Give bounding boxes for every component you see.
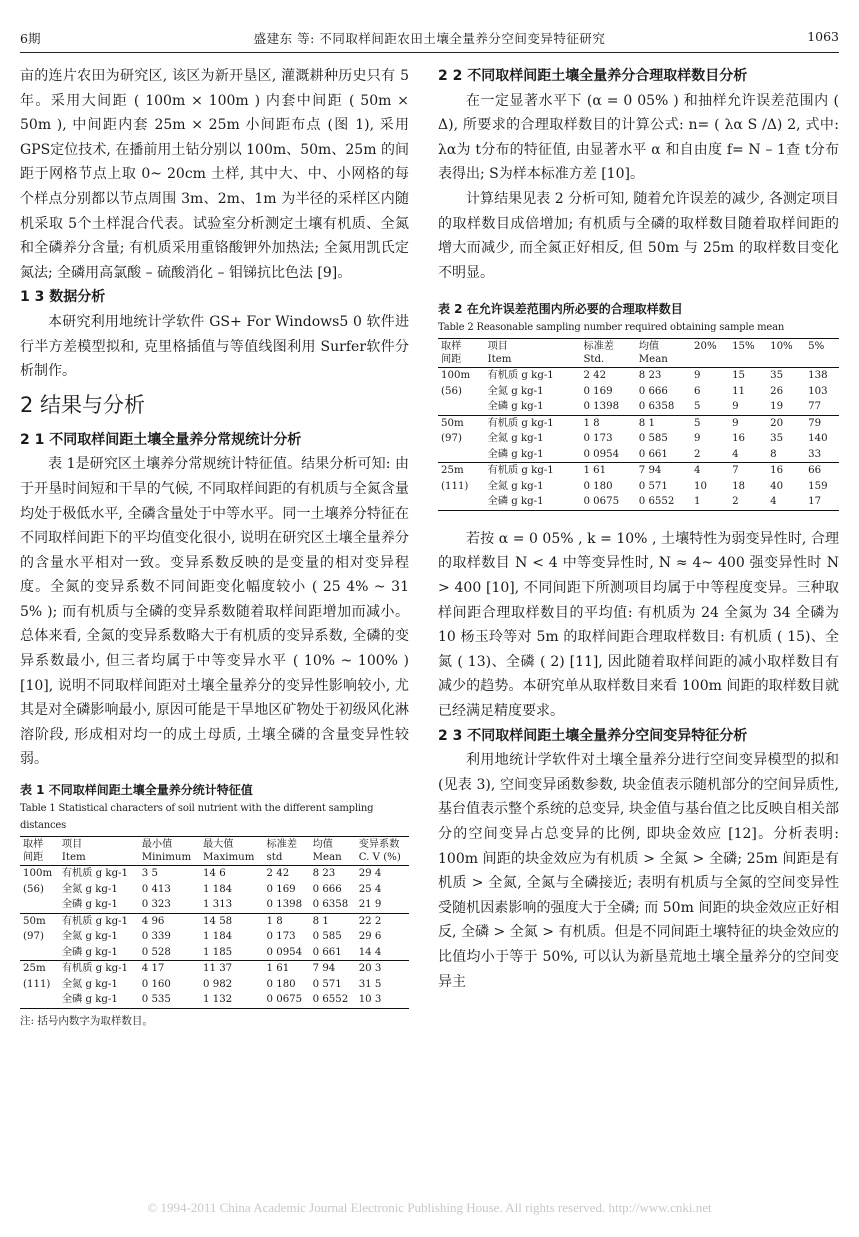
table1-cell: 0 535 [141,994,171,1006]
table1-cell [20,897,59,913]
table1-cell: 0 413 [141,883,171,895]
right-column [438,64,839,994]
table2-cell: 138 [808,370,828,382]
table1-cell: 有机质 g kg-1 [61,963,129,975]
table1-row [20,992,409,1008]
table2-cell: 0 666 [638,385,668,397]
table2-caption-en: Table 2 Reasonable sampling number required obtaining sample mean [438,322,785,334]
table1-row-group [20,913,409,961]
table1-header-cell: 变异系数 C. V (%) [358,839,401,864]
table1-cell: 0 585 [312,931,342,943]
table1-cell: 全磷 g kg-1 [61,899,118,911]
table2-cell: 33 [808,448,822,460]
table1-cell: 14 6 [203,868,226,880]
table2-cell: 4 [732,448,739,460]
table1-cell: 1 8 [266,915,283,927]
table1 [20,836,409,1009]
table1-cell [20,945,59,961]
table1-cell: 0 180 [266,978,296,990]
running-title: 盛建东 等: 不同取样间距农田土壤全量养分空间变异特征研究 [253,31,606,46]
table2-cell: 8 1 [638,417,655,429]
table1-cell: 0 0675 [266,994,303,1006]
table1-cell: 1 184 [203,931,233,943]
table2-cell: 9 [694,370,701,382]
table1-cell: 25m [23,963,46,975]
table2-cell: 0 6552 [638,496,675,508]
table1-cell: 8 1 [312,915,329,927]
table2-row [438,447,839,463]
table1-cell: 全氮 g kg-1 [61,931,118,943]
copyright-footer: © 1994-2011 China Academic Journal Electronic Publishing House. All rights reserved. http://www.cnki.net [147,1200,712,1215]
table1-caption-en: Table 1 Statistical characters of soil nutrient with the different sampling distances [20,803,374,832]
table1-cell: 14 4 [358,946,382,958]
table1-cell: 8 23 [312,868,336,880]
table1-cell: 2 42 [266,868,290,880]
table1-header-cell: 标准差 std [266,839,298,864]
table2-cell: 9 [694,433,701,445]
left-column [20,64,409,1031]
table2-cell: 40 [770,480,784,492]
table2-cell: 8 [770,448,777,460]
table1-cell: 20 3 [358,963,382,975]
table2-cell: 66 [808,465,822,477]
heading-2-2: 2 2 不同取样间距土壤全量养分合理取样数目分析 [438,68,748,84]
table2-cell: 全氮 g kg-1 [487,433,544,445]
table1-header-cell: 最小值 Minimum [141,839,192,864]
table2-cell: 0 180 [583,480,613,492]
table1-cell: 29 6 [358,931,382,943]
table1-row [20,929,409,945]
table2-row-group [438,463,839,511]
header-rule [20,52,839,53]
paragraph-2-2a: 在一定显著水平下 (α = 0 05% ) 和抽样允许误差范围内 ( Δ), 所要求的合理取样数目的计算公式: n= ( λα S /Δ) 2, 式中: λα为 t分布的特征值, 由显著水平 α 和自由度 f= N – 1查 t分布表得出; S为样本标准方差 [10]。 [438,92,839,183]
table2-cell: 26 [770,385,784,397]
table1-cell: 1 185 [203,946,233,958]
table2-row [438,463,839,479]
table2-header-cell: 标准差 Std. [583,341,614,366]
table2-cell: 有机质 g kg-1 [487,417,554,429]
table2-cell: 11 [732,385,746,397]
table2-cell: 19 [770,401,784,413]
table2-cell: 17 [808,496,822,508]
table2-row [438,494,839,510]
table2-caption: 表 2 在允许误差范围内所必要的合理取样数目 [438,302,683,317]
table2-cell: (111) [441,480,469,492]
table1-row [20,866,409,882]
page-number: 1063 [807,29,839,44]
table2-cell: 全磷 g kg-1 [487,448,544,460]
table1-cell [20,992,59,1008]
table1-cell: 3 5 [141,868,158,880]
table1-cell: 31 5 [358,978,382,990]
table2-cell: 有机质 g kg-1 [487,370,554,382]
table2-cell: 4 [694,465,701,477]
table1-cell: 0 571 [312,978,342,990]
table1-cell: 0 6552 [312,994,349,1006]
table2-header-cell: 10% [770,341,793,353]
table1-cell: 0 1398 [266,899,303,911]
table2-cell: 1 61 [583,465,607,477]
table1-note: 注: 括号内数字为取样数目。 [20,1014,153,1027]
table2-cell: 20 [770,417,784,429]
table1-cell: 0 339 [141,931,171,943]
table1-header-cell: 均值 Mean [312,839,342,864]
table2-header-cell: 5% [808,341,825,353]
table2-cell [438,494,485,510]
table1-cell: 0 982 [203,978,233,990]
paragraph-2-1: 表 1是研究区土壤养分常规统计特征值。结果分析可知: 由于开垦时间短和干旱的气候, 不同取样间距的有机质与全氮含量均处于极低水平, 全磷含量处于中等水平。同一土壤养分特征在不同取样间距下的平均值变化很小, 说明在研究区土壤全量养分的含量水平相对一致。变异系数反映的是变量的相对变异程度。全氮的变异系数不同间距变化幅度较小 ( 25 4% ~ 31 5% ); 而有机质与全磷的变异系数随着取样间距增加而减小。总体来看, 全氮的变异系数略大于有机质的变异系数, 全磷的变异系数最小, 但三者均属于中等变异水平 ( 10% ~ 100% ) [10], 说明不同取样间距对土壤全量养分的变异性影响较小, 尤其是对全磷影响最小, 原因可能是干旱地区矿物处于初级风化淋溶阶段, 形成相对均一的成土母质, 土壤全磷的含量变异性较弱。 [20,456,409,768]
table1-row [20,882,409,898]
table2-cell: 50m [441,417,464,429]
table1-cell: 有机质 g kg-1 [61,915,129,927]
table1-cell: 100m [23,868,53,880]
table2-cell: 有机质 g kg-1 [487,465,554,477]
table2-row [438,479,839,495]
table2-row [438,415,839,431]
paragraph-1-3: 本研究利用地统计学软件 GS+ For Windows5 0 软件进行半方差模型拟和, 克里格插值与等值线图利用 Surfer软件分析制作。 [20,313,409,380]
paragraph-2-3: 利用地统计学软件对土壤全量养分进行空间变异模型的拟和 (见表 3), 空间变异函数参数, 块金值表示随机部分的空间异质性, 基台值表示整个系统的总变异, 块金值与基台值之比反映自相关部分的空间变异占总变异的比例, 即块金效应 [12]。分析表明: 100m 间距的块金效应为有机质 > 全氮 > 全磷; 25m 间距是有机质 > 全氮, 全氮与全磷接近; 表明有机质与全氮的空间变异性受随机因素影响的强度大于全磷; 而 50m 间距的块金效应正好相反, 全磷 > 全氮 > 有机质。但是不同间距土壤特征的块金效应的比值均小于等于 50%, 可以认为新垦荒地土壤全量养分的空间变异主 [438,752,839,990]
table1-cell: 全氮 g kg-1 [61,883,118,895]
table2-cell: 9 [732,417,739,429]
table1-cell: 4 17 [141,963,165,975]
table2-cell: 0 6358 [638,401,675,413]
table1-cell: 全磷 g kg-1 [61,994,118,1006]
table2-cell: 1 8 [583,417,600,429]
table2-cell: 18 [732,480,746,492]
table1-cell: 0 661 [312,946,342,958]
table1-cell: (111) [23,978,51,990]
table2-cell: 5 [694,417,701,429]
table2-cell: 全磷 g kg-1 [487,401,544,413]
table2-cell: 0 0675 [583,496,620,508]
table1-cell: 1 184 [203,883,233,895]
table2-cell: 2 [694,448,701,460]
table1-header-cell: 最大值 Maximum [203,839,255,864]
table2-cell: 9 [732,401,739,413]
table2-cell: 5 [694,401,701,413]
table2-cell: 全氮 g kg-1 [487,480,544,492]
table2 [438,338,839,511]
table2-cell: 1 [694,496,701,508]
table1-cell: 4 96 [141,915,165,927]
table2-cell: 15 [732,370,746,382]
table2-cell: 0 661 [638,448,668,460]
table2-cell: 16 [732,433,746,445]
table2-cell: 全氮 g kg-1 [487,385,544,397]
table2-cell: 2 [732,496,739,508]
table2-cell: 0 0954 [583,448,620,460]
table2-cell: 159 [808,480,828,492]
table2-header-cell: 项目 Item [487,341,512,366]
table1-cell: 全磷 g kg-1 [61,946,118,958]
table2-cell [438,399,485,415]
intro-paragraph: 亩的连片农田为研究区, 该区为新开垦区, 灌溉耕种历史只有 5年。采用大间距 ( 100m × 100m ) 内套中间距 ( 50m × 50m ), 中间距内套 25m × 25m 小间距布点 (图 1), 采用 GPS定位技术, 在播前用土钻分别以 100m、50m、25m 的间距于网格节点上取 0~ 20cm 土样, 其中大、中、小网格的每个样点分别都以节点周围 3m、2m、1m 为半径的采样区内随机采取 5个土样混合代表。试验室分析测定土壤有机质、全氮和全磷养分含量; 有机质采用重铬酸钾外加热法; 全氮用凯氏定氮法; 全磷用高氯酸 – 硫酸消化 – 钼锑抗比色法 [9]。 [20,68,409,281]
table2-cell: 140 [808,433,828,445]
table2-cell: 35 [770,433,784,445]
table1-row [20,897,409,913]
running-header [20,29,839,49]
table2-header-cell: 20% [694,341,717,353]
table2-cell: 4 [770,496,777,508]
table1-cell: 全氮 g kg-1 [61,978,118,990]
table1-header-cell: 取样 间距 [23,839,44,864]
table1-cell: 11 37 [203,963,233,975]
table2-cell: 6 [694,385,701,397]
section-heading-2: 2 结果与分析 [20,392,146,417]
table2-cell [438,447,485,463]
table1-cell: 0 323 [141,899,171,911]
table1-cell: 0 666 [312,883,342,895]
table2-cell: 79 [808,417,822,429]
table2-cell: 35 [770,370,784,382]
table2-cell: 0 173 [583,433,613,445]
table1-cell: 0 6358 [312,899,349,911]
table1-caption: 表 1 不同取样间距土壤全量养分统计特征值 [20,783,253,798]
table2-cell: 100m [441,370,471,382]
table1-cell: (56) [23,883,44,895]
table2-cell: 全磷 g kg-1 [487,496,544,508]
table2-cell: 25m [441,465,464,477]
paragraph-2-2b: 计算结果见表 2 分析可知, 随着允许误差的减少, 各测定项目的取样数目成倍增加; 有机质与全磷的取样数目随着取样间距的增大而减少, 而全氮正好相反, 但 50m 与 25m 的取样数目变化不明显。 [438,190,839,281]
heading-1-3: 1 3 数据分析 [20,289,106,306]
table2-row [438,384,839,400]
table2-cell: 10 [694,480,707,492]
table2-row-group [438,368,839,416]
table2-cell: 7 [732,465,739,477]
table2-cell: 2 42 [583,370,607,382]
paragraph-2-2c: 若按 α = 0 05% , k = 10% , 土壤特性为弱变异性时, 合理的取样数目 N < 4 中等变异性时, N ≈ 4~ 400 强变异性时 N > 400 [10], 不同间距下所测项目均属于中等程度变异。三种取样间距合理取样数目的平均值: 有机质为 24 全氮为 34 全磷为 10 杨玉玲等对 5m 的取样间距合理取样数目: 有机质 ( 15)、全氮 ( 13)、全磷 ( 2) [11], 因此随着取样间距的减小取样数目有减少的趋势。本研究单从取样数目来看 100m 间距的取样数目就已经满足精度要求。 [438,530,839,719]
table2-row [438,431,839,447]
table1-cell: 0 173 [266,931,296,943]
table2-header-cell: 取样 间距 [441,341,462,366]
table2-cell: 103 [808,385,828,397]
table1-cell: 1 61 [266,963,290,975]
table2-cell: (97) [441,433,462,445]
table2-header-cell: 15% [732,341,755,353]
table2-cell: 7 94 [638,465,662,477]
table1-cell: 29 4 [358,868,382,880]
heading-2-3: 2 3 不同取样间距土壤全量养分空间变异特征分析 [438,727,748,744]
table1-row [20,913,409,929]
table2-row [438,368,839,384]
table2-cell: 0 571 [638,480,668,492]
table2-cell: (56) [441,385,462,397]
table2-cell: 0 169 [583,385,613,397]
table1-header-cell: 项目 Item [61,839,86,864]
table1-row-group [20,866,409,914]
table2-cell: 8 23 [638,370,662,382]
table1-cell: 有机质 g kg-1 [61,868,129,880]
table1-cell: 25 4 [358,883,382,895]
table1-cell: 0 0954 [266,946,303,958]
table2-cell: 0 585 [638,433,668,445]
table2-row [438,399,839,415]
table2-cell: 77 [808,401,822,413]
heading-2-1: 2 1 不同取样间距土壤全量养分常规统计分析 [20,431,302,448]
table1-cell: 7 94 [312,963,336,975]
table1-cell: (97) [23,931,44,943]
table1-row [20,961,409,977]
table1-cell: 10 3 [358,994,382,1006]
table1-cell: 1 313 [203,899,233,911]
table2-row-group [438,415,839,463]
table1-cell: 0 160 [141,978,171,990]
table1-cell: 0 169 [266,883,296,895]
table1-cell: 0 528 [141,946,171,958]
table1-cell: 50m [23,915,46,927]
table1-row-group [20,961,409,1009]
table1-cell: 21 9 [358,899,382,911]
table1-cell: 14 58 [203,915,233,927]
table1-cell: 22 2 [358,915,382,927]
issue-number: 6期 [20,31,41,46]
table1-cell: 1 132 [203,994,233,1006]
table2-cell: 16 [770,465,784,477]
table1-row [20,945,409,961]
table2-cell: 0 1398 [583,401,620,413]
table1-row [20,977,409,993]
table2-header-cell: 均值 Mean [638,341,668,366]
